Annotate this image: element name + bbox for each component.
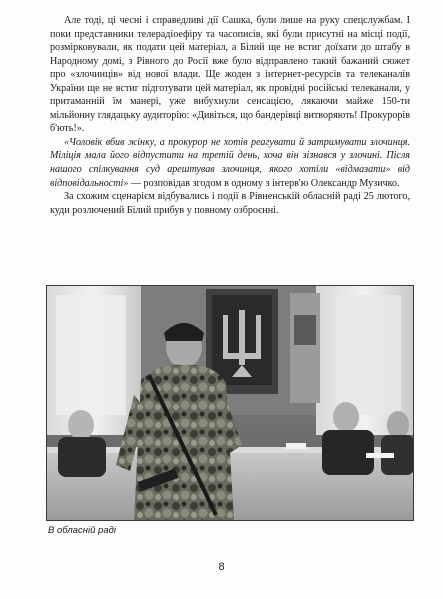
quote-text: «Чоловік вбив жінку, а прокурор не хотів реагувати й затримувати злочинця. Міліція мала його відпустити на третій день, хоча він зізнався у злочині. Після нашого спілкування суд арештував злочинця, якого хотіли «відмазати» від відповідальності»: [50, 136, 410, 189]
paragraph-1: Але тоді, ці чесні і справедливі дії Сашка, були лише на руку спецслужбам. І поки представники телерадіоефіру та часописів, які були присутні на місці події, розмірковували, як подати цей матеріал, а Білий ще не встиг доїхати до штабу в Народному домі, з Рівного до Росії вже було відправлено такий бажаний сюжет про «злочинців» від нової влади. Ще жоден з інтернет-ресурсів та телеканалів України ще не встиг підготувати цей матеріал, як провідні російські телеканали, у притаманній їм манері, уже вибухнули сенсацією, лякаючи майже 150-ти мільйонну глядацьку аудиторію: «Дивіться, що бандерівці витворяють! Прокурорів б'ють!».: [50, 15, 410, 135]
paragraph-2: [50, 136, 410, 190]
body-text: [50, 14, 410, 217]
photo-caption: В обласній раді: [48, 525, 116, 536]
paragraph-3: За схожим сценарієм відбувались і події в Рівненській обласній раді 25 лютого, куди розлючений Білий прибув у повному озброєнні.: [50, 191, 410, 216]
photo-regional-council: [46, 285, 414, 521]
page-number: 8: [218, 561, 225, 573]
quote-attribution: — розповідав згодом в одному з інтерв'ю Олександр Музичко.: [128, 177, 400, 189]
